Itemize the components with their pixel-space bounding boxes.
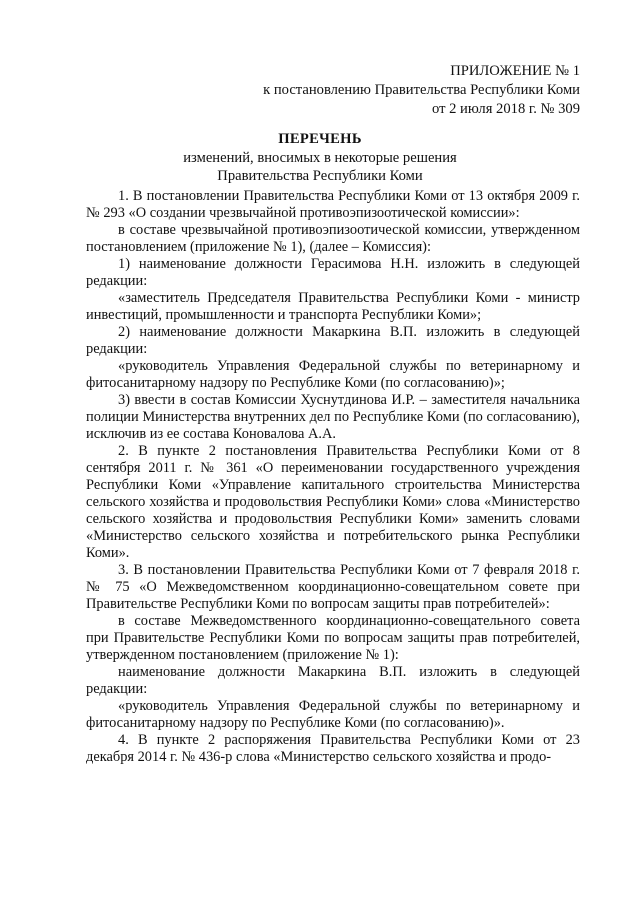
paragraph: в составе чрезвычайной противоэпизоотической комиссии, утвержденном постановлением (приложение № 1), (далее – Комиссия): — [86, 222, 580, 255]
document-title: ПЕРЕЧЕНЬ — [278, 131, 362, 147]
paragraph: «заместитель Председателя Правительства Республики Коми - министр инвестиций, промышленности и транспорта Республики Коми»; — [86, 290, 580, 323]
paragraph: 1. В постановлении Правительства Республики Коми от 13 октября 2009 г. № 293 «О создании чрезвычайной противоэпизоотической комиссии»: — [86, 188, 580, 221]
appendix-date: от 2 июля 2018 г. № 309 — [431, 101, 580, 117]
document-title-block — [60, 130, 580, 186]
paragraph: 3. В постановлении Правительства Республики Коми от 7 февраля 2018 г. № 75 «О Межведомственном координационно-совещательном совете при Правительстве Республики Коми по вопросам защиты прав потребителей»: — [86, 562, 580, 612]
document-subtitle-line1: изменений, вносимых в некоторые решения — [183, 149, 457, 166]
paragraph: в составе Межведомственного координационно-совещательного совета при Правительстве Республики Коми по вопросам защиты прав потребителей, утвержденном постановлением (приложение № 1): — [86, 613, 580, 663]
paragraph: наименование должности Макаркина В.П. изложить в следующей редакции: — [86, 664, 580, 697]
appendix-header — [263, 62, 580, 119]
paragraph: 3) ввести в состав Комиссии Хуснутдинова И.Р. – заместителя начальника полиции Министерства внутренних дел по Республике Коми (по согласованию), исключив из ее состава Коновалова А.А. — [86, 392, 580, 442]
appendix-number: ПРИЛОЖЕНИЕ № 1 — [450, 63, 580, 79]
paragraph: «руководитель Управления Федеральной службы по ветеринарному и фитосанитарному надзору по Республике Коми (по согласованию)». — [86, 698, 580, 731]
paragraph: 2) наименование должности Макаркина В.П. изложить в следующей редакции: — [86, 324, 580, 357]
document-subtitle-line2: Правительства Республики Коми — [217, 168, 423, 184]
paragraph: «руководитель Управления Федеральной службы по ветеринарному и фитосанитарному надзору по Республике Коми (по согласованию)»; — [86, 358, 580, 391]
document-body — [86, 188, 580, 766]
paragraph: 2. В пункте 2 постановления Правительства Республики Коми от 8 сентября 2011 г. № 361 «О переименовании государственного учреждения Республики Коми «Управление капитального строительства Министерства сельского хозяйства и продовольствия Республики Коми» слова «Министерство сельского хозяйства и продовольствия Республики Коми» заменить словами «Министерство сельского хозяйства и потребительского рынка Республики Коми». — [86, 443, 580, 561]
paragraph: 4. В пункте 2 распоряжения Правительства Республики Коми от 23 декабря 2014 г. № 436-р слова «Министерство сельского хозяйства и продо- — [86, 732, 580, 765]
paragraph: 1) наименование должности Герасимова Н.Н. изложить в следующей редакции: — [86, 256, 580, 289]
appendix-reference: к постановлению Правительства Республики Коми — [263, 82, 580, 98]
